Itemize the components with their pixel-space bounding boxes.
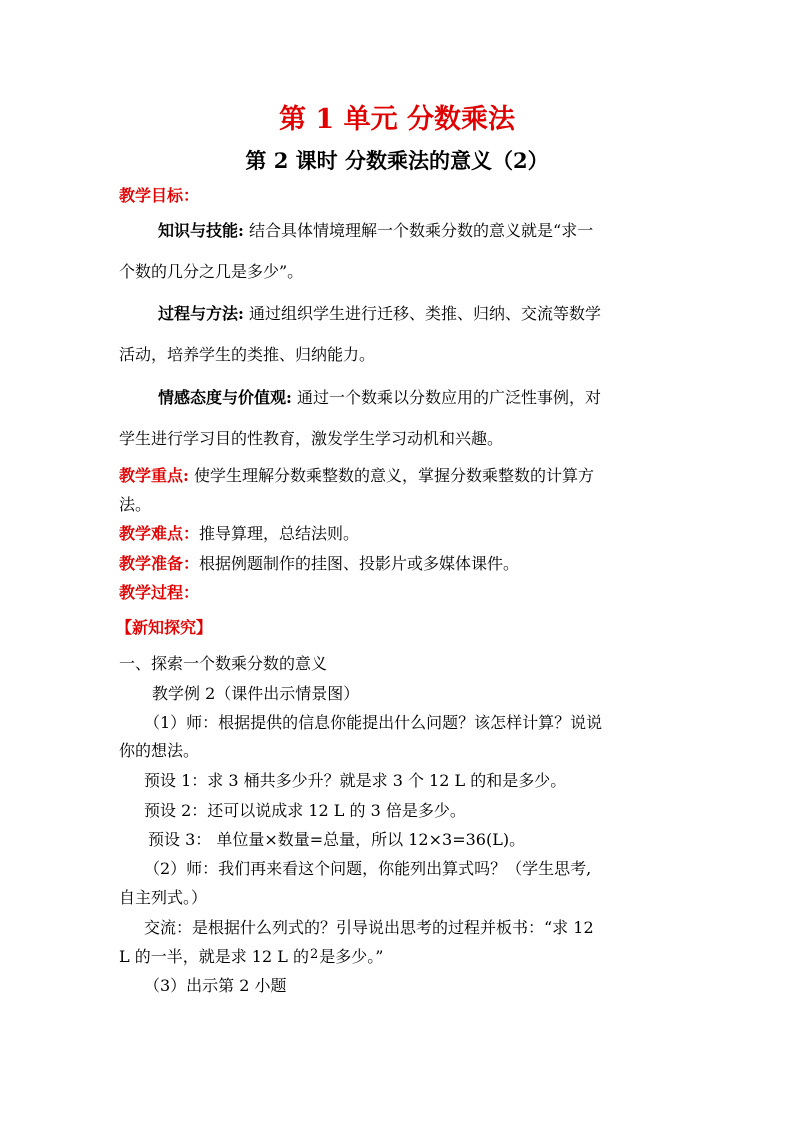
process-heading: 教学过程： [119,583,200,602]
objectives-heading: 教学目标： [119,186,200,205]
preset-1: 预设 1：求 3 桶共多少升？就是求 3 个 12 L 的和是多少。 [144,771,567,790]
knowledge-label: 知识与技能: [158,221,244,240]
process-label: 过程与方法: [158,304,244,323]
difficulty-label: 教学难点： [119,524,200,543]
exchange-text-pre: L 的一半，就是求 12 L 的 [119,947,309,966]
exchange-text-post: 是多少。” [319,947,384,966]
process-line-1 [158,304,601,324]
exchange-line-2 [119,947,383,969]
preset-2: 预设 2：还可以说成求 12 L 的 3 倍是多少。 [144,801,466,820]
key-point-label: 教学重点: [119,466,189,485]
question-1-line-2: 你的想法。 [119,741,200,760]
knowledge-text: 结合具体情境理解一个数乘分数的意义就是“求一 [249,221,594,240]
key-point-line-1 [119,466,594,486]
preparation-line [119,554,519,574]
key-point-line-2: 法。 [119,495,152,514]
emotion-line-1 [158,388,601,408]
question-3-line: （3）出示第 2 小题 [144,976,287,995]
example-2-line: 教学例 2（课件出示情景图） [152,684,360,703]
knowledge-line-2: 个数的几分之几是多少”。 [119,262,304,281]
question-1-line-1: （1）师：根据提供的信息你能提出什么问题？该怎样计算？说说 [144,713,603,732]
difficulty-line [119,524,359,544]
emotion-label: 情感态度与价值观: [158,388,292,407]
section-one-title: 一、探索一个数乘分数的意义 [119,654,328,673]
emotion-line-2: 学生进行学习目的性教育，激发学生学习动机和兴趣。 [119,429,504,448]
process-text: 通过组织学生进行迁移、类推、归纳、交流等数学 [249,304,602,323]
question-2-line-2: 自主列式。） [119,888,208,907]
key-point-text: 使学生理解分数乘整数的意义，掌握分数乘整数的计算方 [194,466,595,485]
process-line-2: 活动，培养学生的类推、归纳能力。 [119,345,376,364]
difficulty-text: 推导算理，总结法则。 [199,524,360,543]
fraction-numerator: 2 [309,947,319,962]
preparation-label: 教学准备： [119,554,200,573]
preset-3: 预设 3： 单位量×数量=总量，所以 12×3=36(L)。 [148,830,526,849]
question-2-line-1: （2）师：我们再来看这个问题，你能列出算式吗？（学生思考, [144,859,592,878]
emotion-text: 通过一个数乘以分数应用的广泛性事例，对 [297,388,602,407]
knowledge-line-1 [158,221,593,241]
unit-title: 第 1 单元 分数乘法 [279,104,515,135]
section-tag: 【新知探究】 [116,618,213,637]
exchange-line-1: 交流：是根据什么列式的？引导说出思考的过程并板书：“求 12 [144,918,594,937]
preparation-text: 根据例题制作的挂图、投影片或多媒体课件。 [199,554,520,573]
lesson-title: 第 2 课时 分数乘法的意义（2） [245,148,549,173]
